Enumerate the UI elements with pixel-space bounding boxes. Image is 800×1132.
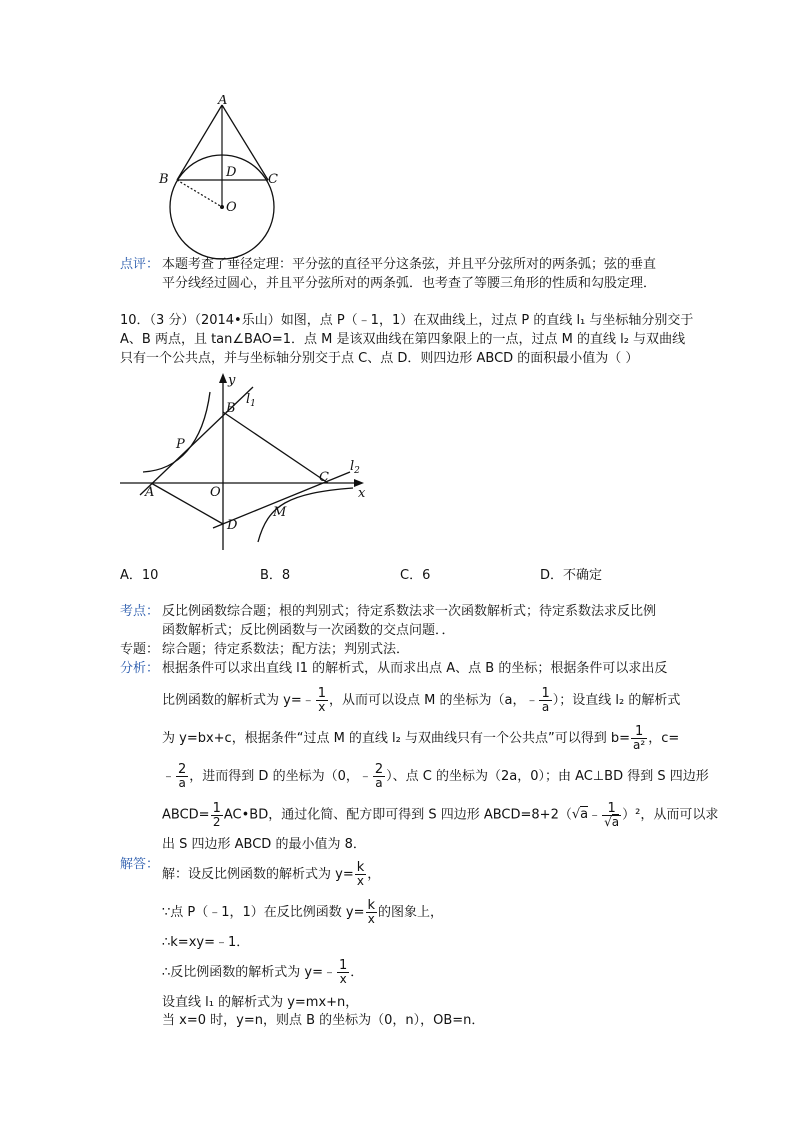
jieda-line-1: 解：设反比例函数的解析式为 y= $\frac{k}{x}$ ， [162,860,381,888]
kaodian-line-1: 反比例函数综合题；根的判别式；待定系数法求一次函数解析式；待定系数法求反比例 [162,604,657,619]
label-d: D [227,518,238,533]
option-b: B．8 [260,568,291,583]
fenxi-line-1: 根据条件可以求出直线 l1 的解析式，从而求出点 A、点 B 的坐标；根据条件可以求出反 [162,661,668,676]
label-b: B [159,172,169,187]
figure-circle-tangents [150,95,300,265]
fraction-k-over-x-b: $\frac{k}{x}$ [367,898,376,926]
label-m: M [273,505,287,520]
center-point [220,205,224,209]
fenxi-label: 分析： [120,661,160,676]
label-y: y [228,373,236,388]
zhuanti-label: 专题： [120,642,160,657]
label-b: B [226,401,236,416]
fraction-2-over-a: $\frac{2}{a}$ [178,762,187,790]
sqrt-a: √a [571,807,589,822]
label-c: C [268,172,278,187]
label-a: A [218,95,228,108]
fenxi-line-2: 比例函数的解析式为 y=﹣ $\frac{1}{x}$ ，从而可以设点 M 的坐标为（a，﹣ $\frac{1}{a}$ ）；设直线 l₂ 的解析式 [162,686,681,714]
label-a: A [145,485,155,500]
label-l1: $l_1$ [246,392,256,409]
option-c: C．6 [400,568,431,583]
fraction-1-over-sqrt-a: $\frac{1}{√a}$ [604,800,620,829]
option-d: D．不确定 [540,568,603,583]
question-line-2: A、B 两点，且 tan∠BAO=1．点 M 是该双曲线在第四象限上的一点，过点 M 的直线 l₂ 与双曲线 [120,332,686,347]
segment-bc [223,412,328,483]
jieda-line-5: 设直线 l₁ 的解析式为 y=mx+n， [162,995,359,1010]
jieda-line-6: 当 x=0 时，y=n，则点 B 的坐标为（0，n），OB=n． [162,1013,485,1028]
y-axis-arrow-icon [219,373,227,383]
line-l1 [140,387,253,495]
fraction-1-over-x: $\frac{1}{x}$ [317,686,326,714]
fenxi-line-6: 出 S 四边形 ABCD 的最小值为 8． [162,837,366,852]
fraction-2-over-a-b: $\frac{2}{a}$ [374,762,384,790]
comment-line-1: 本题考查了垂径定理：平分弦的直径平分这条弦，并且平分弦所对的两条弧；弦的垂直 [162,257,657,272]
jieda-line-2: ∵点 P（﹣1，1）在反比例函数 y= $\frac{k}{x}$ 的图象上， [162,898,444,926]
label-o: O [210,485,221,500]
comment-label: 点评： [120,257,160,272]
tangent-ab [177,105,222,180]
fraction-k-over-x: $\frac{k}{x}$ [356,860,365,888]
fraction-1-over-2: $\frac{1}{2}$ [212,800,221,829]
fraction-1-over-a2: $\frac{1}{\text{a²}}$ [633,724,646,752]
kaodian-label: 考点： [120,604,160,619]
radius-ob [177,180,222,207]
label-c: C [319,470,329,485]
fraction-1-over-x-b: $\frac{1}{x}$ [339,958,348,986]
zhuanti-text: 综合题；待定系数法；配方法；判别式法． [162,642,410,657]
jieda-line-3: ∴k=xy=﹣1． [162,935,250,950]
fenxi-line-3: 为 y=bx+c，根据条件“过点 M 的直线 l₂ 与双曲线只有一个公共点”可以得到 b= $\frac{1}{\text{a²}}$ ，c= [162,724,680,752]
label-p: P [176,437,185,452]
label-x: x [358,486,366,501]
jieda-line-4: ∴反比例函数的解析式为 y=﹣ $\frac{1}{x}$ ． [162,958,364,986]
label-d: D [226,165,237,180]
figure-hyperbola [118,370,378,555]
comment-line-2: 平分线经过圆心，并且平分弦所对的两条弧．也考查了等腰三角形的性质和勾股定理． [162,276,657,291]
label-l2: $l_2$ [350,459,360,476]
question-line-1: 10．（3 分）（2014•乐山）如图，点 P（﹣1，1）在双曲线上，过点 P 的直线 l₁ 与坐标轴分别交于 [120,313,694,328]
jieda-label: 解答： [120,857,160,872]
question-line-3: 只有一个公共点，并与坐标轴分别交于点 C、点 D．则四边形 ABCD 的面积最小值为（ ） [120,351,639,366]
fraction-1-over-a: $\frac{1}{a}$ [541,686,550,714]
option-a: A．10 [120,568,159,583]
kaodian-line-2: 函数解析式；反比例函数与一次函数的交点问题．． [162,623,455,638]
fenxi-line-5: ABCD= $\frac{1}{2}$ AC•BD，通过化简、配方即可得到 S 四边形 ABCD=8+2（√a﹣ $\frac{1}{√a}$ ）²，从而可以求 [162,798,718,833]
label-o: O [226,200,237,215]
fenxi-line-4: ﹣ $\frac{2}{a}$ ，进而得到 D 的坐标为（0，﹣ $\frac{2}{a}$ ）、点 C 的坐标为（2a，0）；由 AC⊥BD 得到 S 四边形 [162,762,709,790]
